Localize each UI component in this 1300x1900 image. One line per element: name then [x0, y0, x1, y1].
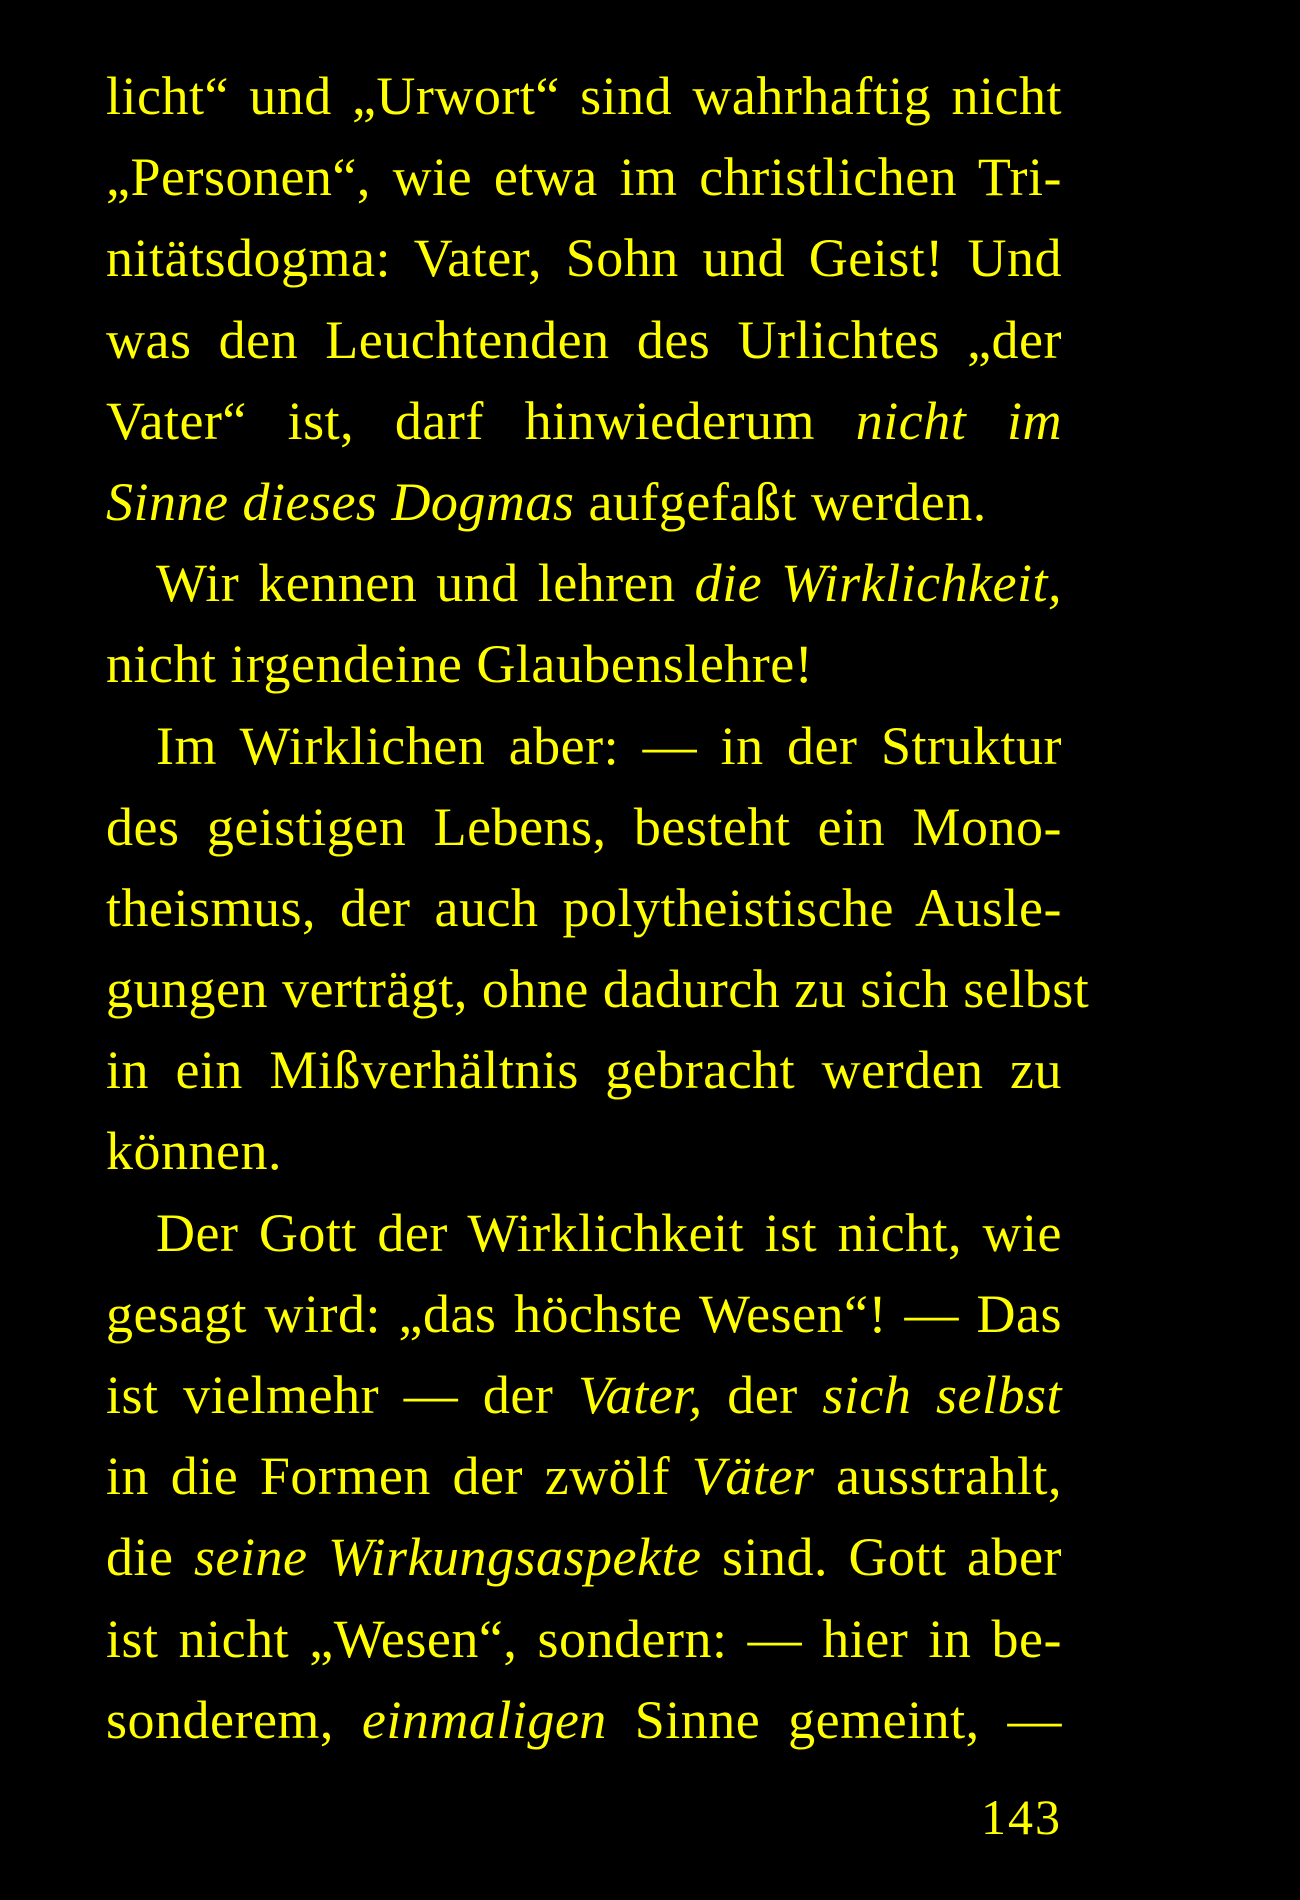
text-line	[106, 1599, 1062, 1680]
text-segment: in die Formen der zwölf	[106, 1446, 692, 1507]
text-line	[106, 1436, 1062, 1517]
text-segment: Im Wirklichen aber: — in der Struktur	[156, 715, 1062, 776]
text-segment: Vater“ ist, darf hinwiederum	[106, 390, 856, 451]
italic-text-segment: seine Wirkungsaspekte	[194, 1527, 702, 1588]
italic-text-segment: Sinne dieses Dogmas	[106, 471, 575, 532]
text-segment: gungen verträgt, ohne dadurch zu sich selbst	[106, 959, 1090, 1020]
text-line	[106, 949, 1090, 1030]
italic-text-segment: sich selbst	[822, 1365, 1062, 1425]
text-segment: Der Gott der Wirklichkeit ist nicht, wie	[156, 1202, 1062, 1263]
text-line	[106, 706, 1062, 787]
text-segment: können.	[106, 1121, 282, 1182]
text-line	[106, 868, 1062, 949]
text-line	[106, 1517, 1062, 1598]
body-text	[106, 56, 1090, 1761]
text-segment: die	[106, 1527, 195, 1588]
text-segment: theismus, der auch polytheistische Ausle-	[106, 877, 1062, 938]
text-segment: nitätsdogma: Vater, Sohn und Geist! Und	[106, 228, 1062, 289]
text-segment: Sinne gemeint, —	[606, 1689, 1063, 1750]
text-segment: „Personen“, wie etwa im christlichen Tri-	[106, 147, 1062, 208]
text-segment: in ein Mißverhältnis gebracht werden zu	[106, 1040, 1062, 1101]
text-segment: aufgefaßt werden.	[574, 471, 987, 532]
text-line	[106, 300, 1062, 381]
text-line	[106, 56, 1062, 137]
text-segment: ist vielmehr — der	[106, 1365, 579, 1425]
text-line	[106, 787, 1062, 868]
page-number: 143	[981, 1789, 1062, 1845]
text-segment: der	[702, 1365, 823, 1425]
text-line	[106, 137, 1062, 218]
text-segment: des geistigen Lebens, besteht ein Mono-	[106, 796, 1062, 857]
text-segment: nicht irgendeine Glaubenslehre!	[106, 634, 814, 695]
text-segment: was den Leuchtenden des Urlichtes „der	[106, 309, 1062, 370]
text-line	[106, 624, 1062, 705]
text-line	[106, 462, 1062, 543]
text-line	[106, 218, 1062, 299]
text-line	[106, 543, 1062, 624]
text-segment: gesagt wird: „das höchste Wesen“! — Das	[106, 1283, 1062, 1344]
text-line	[106, 1680, 1062, 1761]
text-segment: ist nicht „Wesen“, sondern: — hier in be-	[106, 1608, 1062, 1669]
italic-text-segment: nicht im	[855, 390, 1062, 451]
text-segment: licht“ und „Urwort“ sind wahrhaftig nicht	[106, 66, 1062, 126]
text-segment: ausstrahlt,	[814, 1446, 1062, 1507]
text-line	[106, 1111, 1062, 1192]
text-line	[106, 381, 1062, 462]
italic-text-segment: die Wirklichkeit,	[694, 553, 1062, 614]
text-segment: sonderem,	[106, 1689, 362, 1750]
text-line	[106, 1193, 1062, 1274]
text-line	[106, 1030, 1062, 1111]
italic-text-segment: Väter	[691, 1446, 815, 1507]
text-segment: Wir kennen und lehren	[156, 553, 695, 614]
text-segment: sind. Gott aber	[701, 1527, 1062, 1588]
text-line	[106, 1355, 1062, 1436]
italic-text-segment: Vater,	[578, 1365, 703, 1425]
text-line	[106, 1274, 1062, 1355]
italic-text-segment: einmaligen	[361, 1689, 607, 1750]
